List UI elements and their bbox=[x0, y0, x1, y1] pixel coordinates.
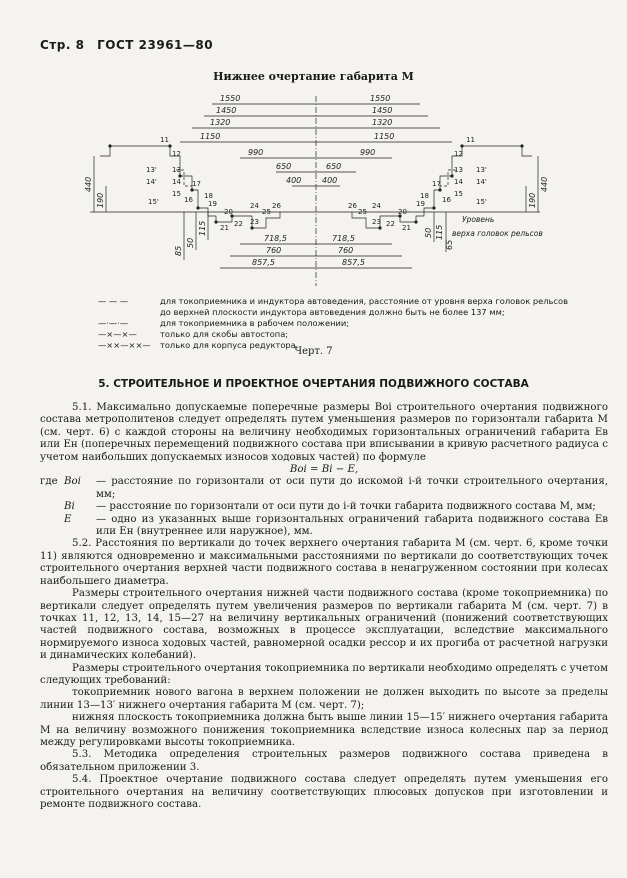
definition-row bbox=[40, 514, 608, 539]
figure-caption: Черт. 7 bbox=[294, 346, 333, 357]
pt-13-right: 13 bbox=[454, 166, 463, 174]
dim-115-right: 115 bbox=[435, 224, 444, 240]
pt-16-left: 16 bbox=[184, 196, 193, 204]
dim-85-left: 85 bbox=[174, 245, 183, 256]
paragraph-5-2: 5.2. Расстояния по вертикали до точек верхнего очертания габарита М (см. черт. 6, кроме точки 11) являются одновременно и максимальными расстояниями по вертикали до соответствующих точек строительного очертания верхней части подвижного состава в ненагруженном состоянии при колесах наибольшего диаметра. bbox=[40, 538, 608, 587]
pt-15-left: 15 bbox=[172, 190, 181, 198]
dim-400-right: 400 bbox=[322, 176, 338, 185]
definition-row bbox=[40, 476, 608, 501]
dim-190-right: 190 bbox=[528, 192, 537, 208]
pt-13-left: 13 bbox=[172, 166, 181, 174]
legend-text: только для скобы автостопа; bbox=[160, 329, 289, 339]
dim-115-left: 115 bbox=[198, 220, 207, 236]
pt-22-left: 22 bbox=[234, 220, 243, 228]
rail-level-label: Уровень bbox=[462, 215, 495, 224]
dim-1150-left: 1150 bbox=[200, 132, 221, 141]
dim-1550-right: 1550 bbox=[370, 94, 391, 103]
section-body bbox=[40, 402, 608, 811]
pt-11-right: 11 bbox=[466, 136, 475, 144]
dim-760-left: 760 bbox=[266, 246, 282, 255]
dim-1150-right: 1150 bbox=[374, 132, 395, 141]
where-label: где bbox=[40, 476, 58, 488]
paragraph-5-2e: нижняя плоскость токоприемника должна быть выше линии 15—15′ нижнего очертания габарита М на величину возможного понижения токоприемника вследствие износа колесных пар за период между регулировками высоты токоприемника. bbox=[40, 712, 608, 748]
dim-50-left: 50 bbox=[186, 237, 195, 248]
legend-item bbox=[98, 329, 568, 340]
pt-12-right: 12 bbox=[454, 150, 463, 158]
paragraph-5-1: 5.1. Максимально допускаемые поперечные размеры Bоi строительного очертания подвижного состава метрополитенов следует определять путем уменьшения размеров по горизонтали габарита М (см. черт. 6) с каждой стороны на величину необходимых горизонтальных ограничений габарита Ев или Ен (поперечных перемещений подвижного состава при вписывании в кривую расчетного радиуса с учетом наибольших допускаемых износов ходовых частей) по формуле bbox=[40, 402, 608, 463]
def-key: E bbox=[64, 513, 72, 525]
pt-25-right: 25 bbox=[358, 208, 367, 216]
pt-11-left: 11 bbox=[160, 136, 169, 144]
pt-20-left: 20 bbox=[224, 208, 233, 216]
pt-24-right: 24 bbox=[372, 202, 381, 210]
paragraph-5-4: 5.4. Проектное очертание подвижного состава следует определять путем уменьшения его строительного очертания на величину соответствующих плюсовых допусков при изготовлении и ремонте подвижного состава. bbox=[40, 774, 608, 810]
pt-24-left: 24 bbox=[250, 202, 259, 210]
section-title: 5. СТРОИТЕЛЬНОЕ И ПРОЕКТНОЕ ОЧЕРТАНИЯ ПОДВИЖНОГО СОСТАВА bbox=[98, 378, 529, 390]
pt-16-right: 16 bbox=[442, 196, 451, 204]
pt-12-left: 12 bbox=[172, 150, 181, 158]
dim-760-right: 760 bbox=[338, 246, 354, 255]
pt-17-left: 17 bbox=[192, 180, 201, 188]
pt-14p-right: 14' bbox=[476, 178, 487, 186]
def-value: — расстояние по горизонтали от оси пути до искомой i-й точки строительного очертания, мм; bbox=[96, 476, 608, 500]
definition-row bbox=[40, 501, 608, 513]
pt-25-left: 25 bbox=[262, 208, 271, 216]
def-value: — одно из указанных выше горизонтальных ограничений габарита подвижного состава Ев или Ен (внутреннее или наружное), мм. bbox=[96, 513, 608, 538]
pt-15p-left: 15' bbox=[148, 198, 159, 206]
dim-1550-left: 1550 bbox=[220, 94, 241, 103]
standard-code: ГОСТ 23961—80 bbox=[97, 38, 214, 52]
dim-650-left: 650 bbox=[276, 162, 292, 171]
dim-857-left: 857,5 bbox=[252, 258, 275, 267]
dim-650-right: 650 bbox=[326, 162, 342, 171]
legend-text: только для корпуса редуктора. bbox=[160, 340, 299, 350]
pt-19-left: 19 bbox=[208, 200, 217, 208]
pt-18-left: 18 bbox=[204, 192, 213, 200]
paragraph-5-2d: токоприемник нового вагона в верхнем положении не должен выходить по высоте за пределы линии 13—13′ нижнего очертания габарита М (см. черт. 7); bbox=[40, 687, 608, 711]
paragraph-5-2c: Размеры строительного очертания токоприемника по вертикали необходимо определять с учетом следующих требований: bbox=[40, 662, 608, 686]
dim-1450-left: 1450 bbox=[216, 106, 237, 115]
dim-65-right: 65 bbox=[445, 239, 454, 250]
figure-legend bbox=[98, 296, 568, 351]
legend-text: для токоприемника в рабочем положении; bbox=[160, 318, 350, 328]
pt-13p-right: 13' bbox=[476, 166, 487, 174]
pt-18-right: 18 bbox=[420, 192, 429, 200]
dim-1320-right: 1320 bbox=[372, 118, 393, 127]
dim-440-left: 440 bbox=[84, 176, 93, 192]
pt-14-left: 14 bbox=[172, 178, 181, 186]
pt-23-left: 23 bbox=[250, 218, 259, 226]
pt-14-right: 14 bbox=[454, 178, 463, 186]
page-header bbox=[40, 38, 213, 52]
paragraph-5-3: 5.3. Методика определения строительных размеров подвижного состава приведена в обязательном приложении 3. bbox=[40, 749, 608, 773]
pt-15p-right: 15' bbox=[476, 198, 487, 206]
page-number: Стр. 8 bbox=[40, 38, 85, 52]
dim-718-right: 718,5 bbox=[332, 234, 355, 243]
rail-top-label: верха головок рельсов bbox=[452, 229, 543, 238]
dim-440-right: 440 bbox=[540, 176, 549, 192]
formula: Bоi = Bi − E, bbox=[289, 464, 359, 476]
pt-19-right: 19 bbox=[416, 200, 425, 208]
figure-title: Нижнее очертание габарита М bbox=[213, 70, 414, 83]
legend-mark: —××—××— bbox=[98, 340, 151, 350]
legend-item bbox=[98, 318, 568, 329]
gauge-drawing bbox=[80, 90, 550, 290]
pt-21-left: 21 bbox=[220, 224, 229, 232]
def-value: — расстояние по горизонтали от оси пути до i-й точки габарита подвижного состава М, мм; bbox=[96, 501, 596, 513]
pt-20-right: 20 bbox=[398, 208, 407, 216]
dim-990-right: 990 bbox=[360, 148, 376, 157]
pt-15-right: 15 bbox=[454, 190, 463, 198]
dim-50-right: 50 bbox=[424, 227, 433, 238]
pt-21-right: 21 bbox=[402, 224, 411, 232]
dim-400-left: 400 bbox=[286, 176, 302, 185]
pt-13p-left: 13' bbox=[146, 166, 157, 174]
dim-1450-right: 1450 bbox=[372, 106, 393, 115]
dim-718-left: 718,5 bbox=[264, 234, 287, 243]
dim-1320-left: 1320 bbox=[210, 118, 231, 127]
dim-190-left: 190 bbox=[96, 192, 105, 208]
legend-item bbox=[98, 296, 568, 318]
dim-990-left: 990 bbox=[248, 148, 264, 157]
pt-22-right: 22 bbox=[386, 220, 395, 228]
pt-17-right: 17 bbox=[432, 180, 441, 188]
legend-mark: — — — bbox=[98, 296, 129, 306]
legend-text: для токоприемника и индуктора автоведения, расстояние от уровня верха головок рельсов до верхней плоскости индуктора автоведения должно быть не более 137 мм; bbox=[160, 296, 568, 317]
def-key: Bоi bbox=[64, 476, 81, 488]
pt-26-left: 26 bbox=[272, 202, 281, 210]
pt-23-right: 23 bbox=[372, 218, 381, 226]
paragraph-5-2b: Размеры строительного очертания нижней части подвижного состава (кроме токоприемника) по вертикали следует определять путем увеличения размеров по вертикали габарита М (см. черт. 7) в точках 11, 12, 13, 14, 15—27 на величину вертикальных ограничений (понижений соответствующих частей подвижного состава, возможных в процессе эксплуатации, вследствие максимального нормируемого износа ходовых частей, равномерной осадки рессор и их прогиба от расчетной нагрузки и динамических колебаний). bbox=[40, 588, 608, 662]
def-key: Bi bbox=[64, 501, 75, 513]
pt-26-right: 26 bbox=[348, 202, 357, 210]
pt-14p-left: 14' bbox=[146, 178, 157, 186]
legend-mark: —×—×— bbox=[98, 329, 137, 339]
legend-mark: —·—·— bbox=[98, 318, 129, 328]
dim-857-right: 857,5 bbox=[342, 258, 365, 267]
